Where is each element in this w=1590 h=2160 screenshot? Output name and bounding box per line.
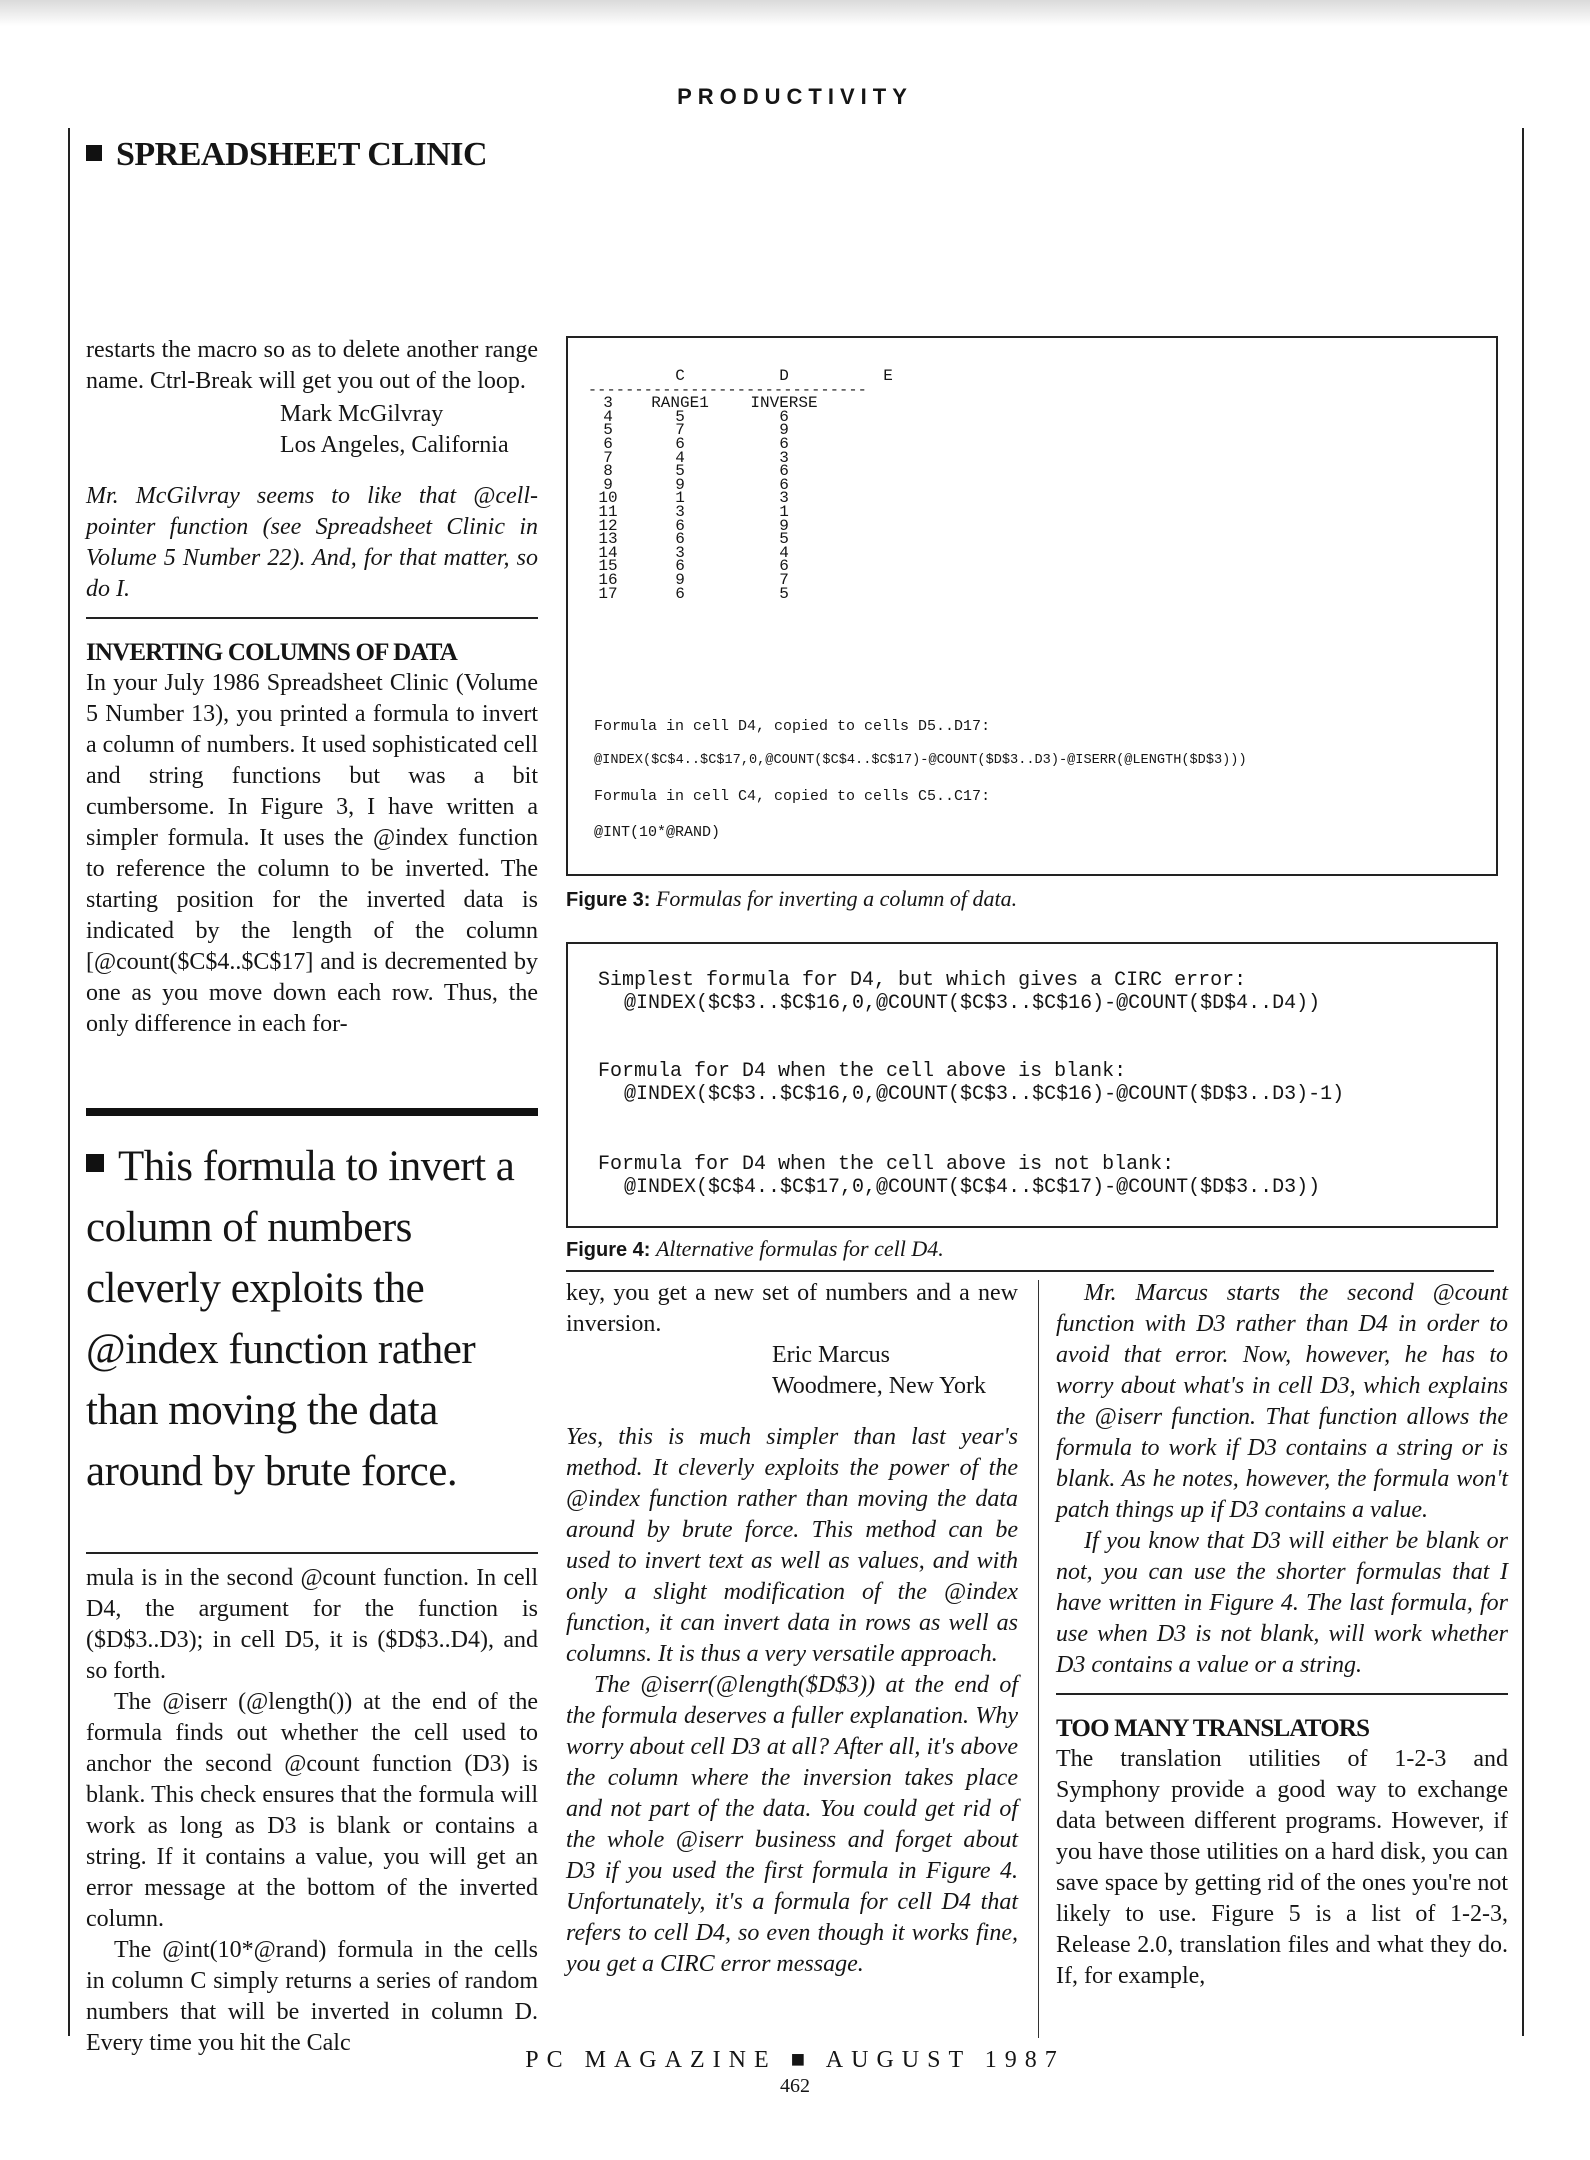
right-border-rule: [1522, 128, 1524, 2036]
fig4-formula: @INDEX($C$3..$C$16,0,@COUNT($C$3..$C$16)-@COUNT($D$4..D4)): [624, 992, 1321, 1015]
column-divider: [1038, 1280, 1039, 2038]
range-value: 5: [675, 462, 685, 481]
section-divider: [86, 617, 538, 619]
middle-column: [566, 1278, 1018, 1980]
row-label: 9: [603, 475, 613, 494]
bullet-icon: [86, 145, 102, 161]
figure-3-caption: [566, 886, 1017, 912]
caption-label: Figure 4:: [566, 1239, 651, 1261]
section-label: PRODUCTIVITY: [677, 84, 913, 109]
editor-reply: Mr. McGilvray seems to like that @cell-pointer function (see Spreadsheet Clinic in Volume 5 Number 22). And, for that matter, so do I.: [86, 483, 538, 602]
row-label: 8: [603, 462, 613, 481]
subhead-translators: TOO MANY TRANSLATORS: [1056, 1715, 1370, 1742]
formula-label-c: Formula in cell C4, copied to cells C5..C17:: [594, 788, 991, 805]
figure-3-spreadsheet: [588, 367, 940, 603]
formula-c: @INT(10*@RAND): [594, 824, 721, 841]
row-label: 13: [598, 530, 618, 549]
range-value: 6: [675, 530, 685, 549]
range-value: 6: [675, 434, 685, 453]
pull-quote-bottom-rule: [86, 1552, 538, 1554]
signature-place: Los Angeles, California: [280, 432, 509, 458]
pull-quote-top-rule: [86, 1108, 538, 1116]
editor-reply: The @iserr(@length($D$3)) at the end of the formula deserves a fuller explanation. Why worry about cell D3 at all? After all, it's above the column where the inversion takes place and not part of the data. You could get rid of the whole @iserr business and forget about D3 if you used the first formula in Figure 4. Unfortunately, it's a formula for cell D4 that refers to cell D4, so even though it works fine, you get a CIRC error message.: [566, 1672, 1018, 1977]
fig4-label: Simplest formula for D4, but which gives a CIRC error:: [598, 969, 1247, 992]
row-label: 3: [603, 394, 613, 413]
signature-place: Woodmere, New York: [772, 1373, 987, 1399]
magazine-footer: PC MAGAZINE ■ AUGUST 1987: [525, 2047, 1065, 2073]
signature-marcus: [566, 1340, 1018, 1402]
left-column-bottom: [86, 1563, 538, 2059]
inverse-value: 4: [779, 543, 789, 562]
editor-reply: Mr. Marcus starts the second @count function with D3 rather than D4 in order to avoid that error. Now, however, he has to worry about what's in cell D3, which explains the @iserr function. That function allows the formula to work if D3 contains a string or is blank. As he notes, however, the formula won't patch things up if D3 contains a value.: [1056, 1280, 1508, 1523]
inverse-value: 5: [779, 530, 789, 549]
range-value: 3: [675, 543, 685, 562]
section-divider: [1056, 1693, 1508, 1695]
paragraph: The @iserr (@length()) at the end of the formula finds out whether the cell used to anchor the second @count function (D3) is blank. This check ensures that the formula will work as long as D3 is blank or contains a string. If it contains a value, you will get an error message at the bottom of the inverted column.: [86, 1689, 538, 1932]
paragraph: The @int(10*@rand) formula in the cells in column C simply returns a series of random numbers that will be inverted in column D. Every time you hit the Calc: [86, 1937, 538, 2056]
department-title-text: SPREADSHEET CLINIC: [116, 136, 488, 173]
letter-end: key, you get a new set of numbers and a new inversion.: [566, 1280, 1018, 1337]
fig4-label: Formula for D4 when the cell above is blank:: [598, 1060, 1127, 1083]
inverse-value: 7: [779, 570, 789, 589]
formula-label-d: Formula in cell D4, copied to cells D5..D17:: [594, 718, 991, 735]
signature-mcgilvray: [86, 399, 538, 461]
range-header: RANGE1: [651, 394, 709, 413]
col-header: D: [779, 367, 789, 385]
fig4-label: Formula for D4 when the cell above is not blank:: [598, 1153, 1175, 1176]
department-title: [86, 136, 487, 174]
range-value: 5: [675, 407, 685, 426]
paragraph: mula is in the second @count function. In cell D4, the argument for the function is ($D$3..D3); in cell D5, it is ($D$3..D4), and so forth.: [86, 1565, 538, 1684]
figure-3-box: [566, 336, 1498, 876]
inverse-header: INVERSE: [750, 394, 818, 413]
row-label: 16: [598, 570, 618, 589]
row-label: 12: [598, 516, 618, 535]
figure-4-box: [566, 942, 1498, 1228]
range-value: 4: [675, 448, 685, 467]
row-label: 17: [598, 584, 618, 603]
row-label: 15: [598, 557, 618, 576]
inverse-value: 9: [779, 421, 789, 440]
caption-text: Alternative formulas for cell D4.: [655, 1236, 944, 1261]
signature-name: Eric Marcus: [772, 1342, 890, 1368]
signature-name: Mark McGilvray: [280, 401, 444, 427]
left-border-rule: [68, 128, 70, 2036]
inverse-value: 6: [779, 462, 789, 481]
col-header: C: [675, 367, 685, 385]
inverse-value: 6: [779, 407, 789, 426]
row-label: 6: [603, 434, 613, 453]
caption-text: Formulas for inverting a column of data.: [655, 886, 1018, 911]
caption-label: Figure 3:: [566, 889, 651, 911]
range-value: 9: [675, 475, 685, 494]
header-dashes: ------------------------------: [588, 381, 868, 399]
inverse-value: 9: [779, 516, 789, 535]
inverse-value: 6: [779, 434, 789, 453]
col-header: E: [883, 367, 893, 385]
inverse-value: 6: [779, 475, 789, 494]
editor-reply: Yes, this is much simpler than last year's method. It cleverly exploits the power of the @index function rather than moving the data around by brute force. This method can be used to invert text as well as values, and with only a slight modification of the @index function, it can invert data in rows as well as columns. It is thus a very versatile approach.: [566, 1424, 1018, 1667]
fig4-formula: @INDEX($C$4..$C$17,0,@COUNT($C$4..$C$17)-@COUNT($D$3..D3)): [624, 1176, 1321, 1199]
left-column-top: [86, 335, 538, 1040]
pull-quote: [86, 1136, 546, 1502]
pull-quote-text: This formula to invert a column of numbers cleverly exploits the @index function rather than moving the data around by brute force.: [86, 1143, 515, 1495]
inverse-value: 3: [779, 448, 789, 467]
scan-edge: [0, 0, 1590, 26]
page-number: 462: [780, 2075, 810, 2097]
editor-reply: If you know that D3 will either be blank or not, you can use the shorter formulas that I have written in Figure 4. The last formula, for use when D3 is not blank, will work whether D3 contains a value or a string.: [1056, 1528, 1508, 1678]
row-label: 5: [603, 421, 613, 440]
range-value: 9: [675, 570, 685, 589]
range-value: 3: [675, 502, 685, 521]
inverse-value: 6: [779, 557, 789, 576]
letter-end: restarts the macro so as to delete another range name. Ctrl-Break will get you out of the loop.: [86, 337, 538, 394]
formula-d: @INDEX($C$4..$C$17,0,@COUNT($C$4..$C$17)-@COUNT($D$3..D3)-@ISERR(@LENGTH($D$3))): [594, 753, 1247, 768]
fig4-formula: @INDEX($C$3..$C$16,0,@COUNT($C$3..$C$16)-@COUNT($D$3..D3)-1): [624, 1083, 1345, 1106]
right-column: [1056, 1278, 1508, 1992]
row-label: 4: [603, 407, 613, 426]
row-label: 10: [598, 489, 618, 508]
figure-4-caption: [566, 1236, 944, 1262]
range-value: 7: [675, 421, 685, 440]
range-value: 6: [675, 516, 685, 535]
row-label: 7: [603, 448, 613, 467]
letter-start: In your July 1986 Spreadsheet Clinic (Volume 5 Number 13), you printed a formula to invert a column of numbers. It used sophisticated cell and string functions but was a bit cumbersome. In Figure 3, I have written a simpler formula. It uses the @index function to reference the column to be inverted. The starting position for the inverted data is indicated by the length of the column [@count($C$4..$C$17] and is decremented by one as you move down each row. Thus, the only difference in each for-: [86, 670, 538, 1037]
row-label: 11: [598, 502, 618, 521]
inverse-value: 3: [779, 489, 789, 508]
figure-divider: [566, 1270, 1494, 1272]
range-value: 6: [675, 584, 685, 603]
range-value: 6: [675, 557, 685, 576]
inverse-value: 5: [779, 584, 789, 603]
inverse-value: 1: [779, 502, 789, 521]
row-label: 14: [598, 543, 618, 562]
letter-start: The translation utilities of 1-2-3 and Symphony provide a good way to exchange data between different programs. However, if you have those utilities on a hard disk, you can save space by getting rid of the ones you're not likely to use. Figure 5 is a list of 1-2-3, Release 2.0, translation files and what they do. If, for example,: [1056, 1746, 1508, 1989]
bullet-icon: [86, 1154, 104, 1172]
subhead-inverting: INVERTING COLUMNS OF DATA: [86, 639, 458, 666]
range-value: 1: [675, 489, 685, 508]
